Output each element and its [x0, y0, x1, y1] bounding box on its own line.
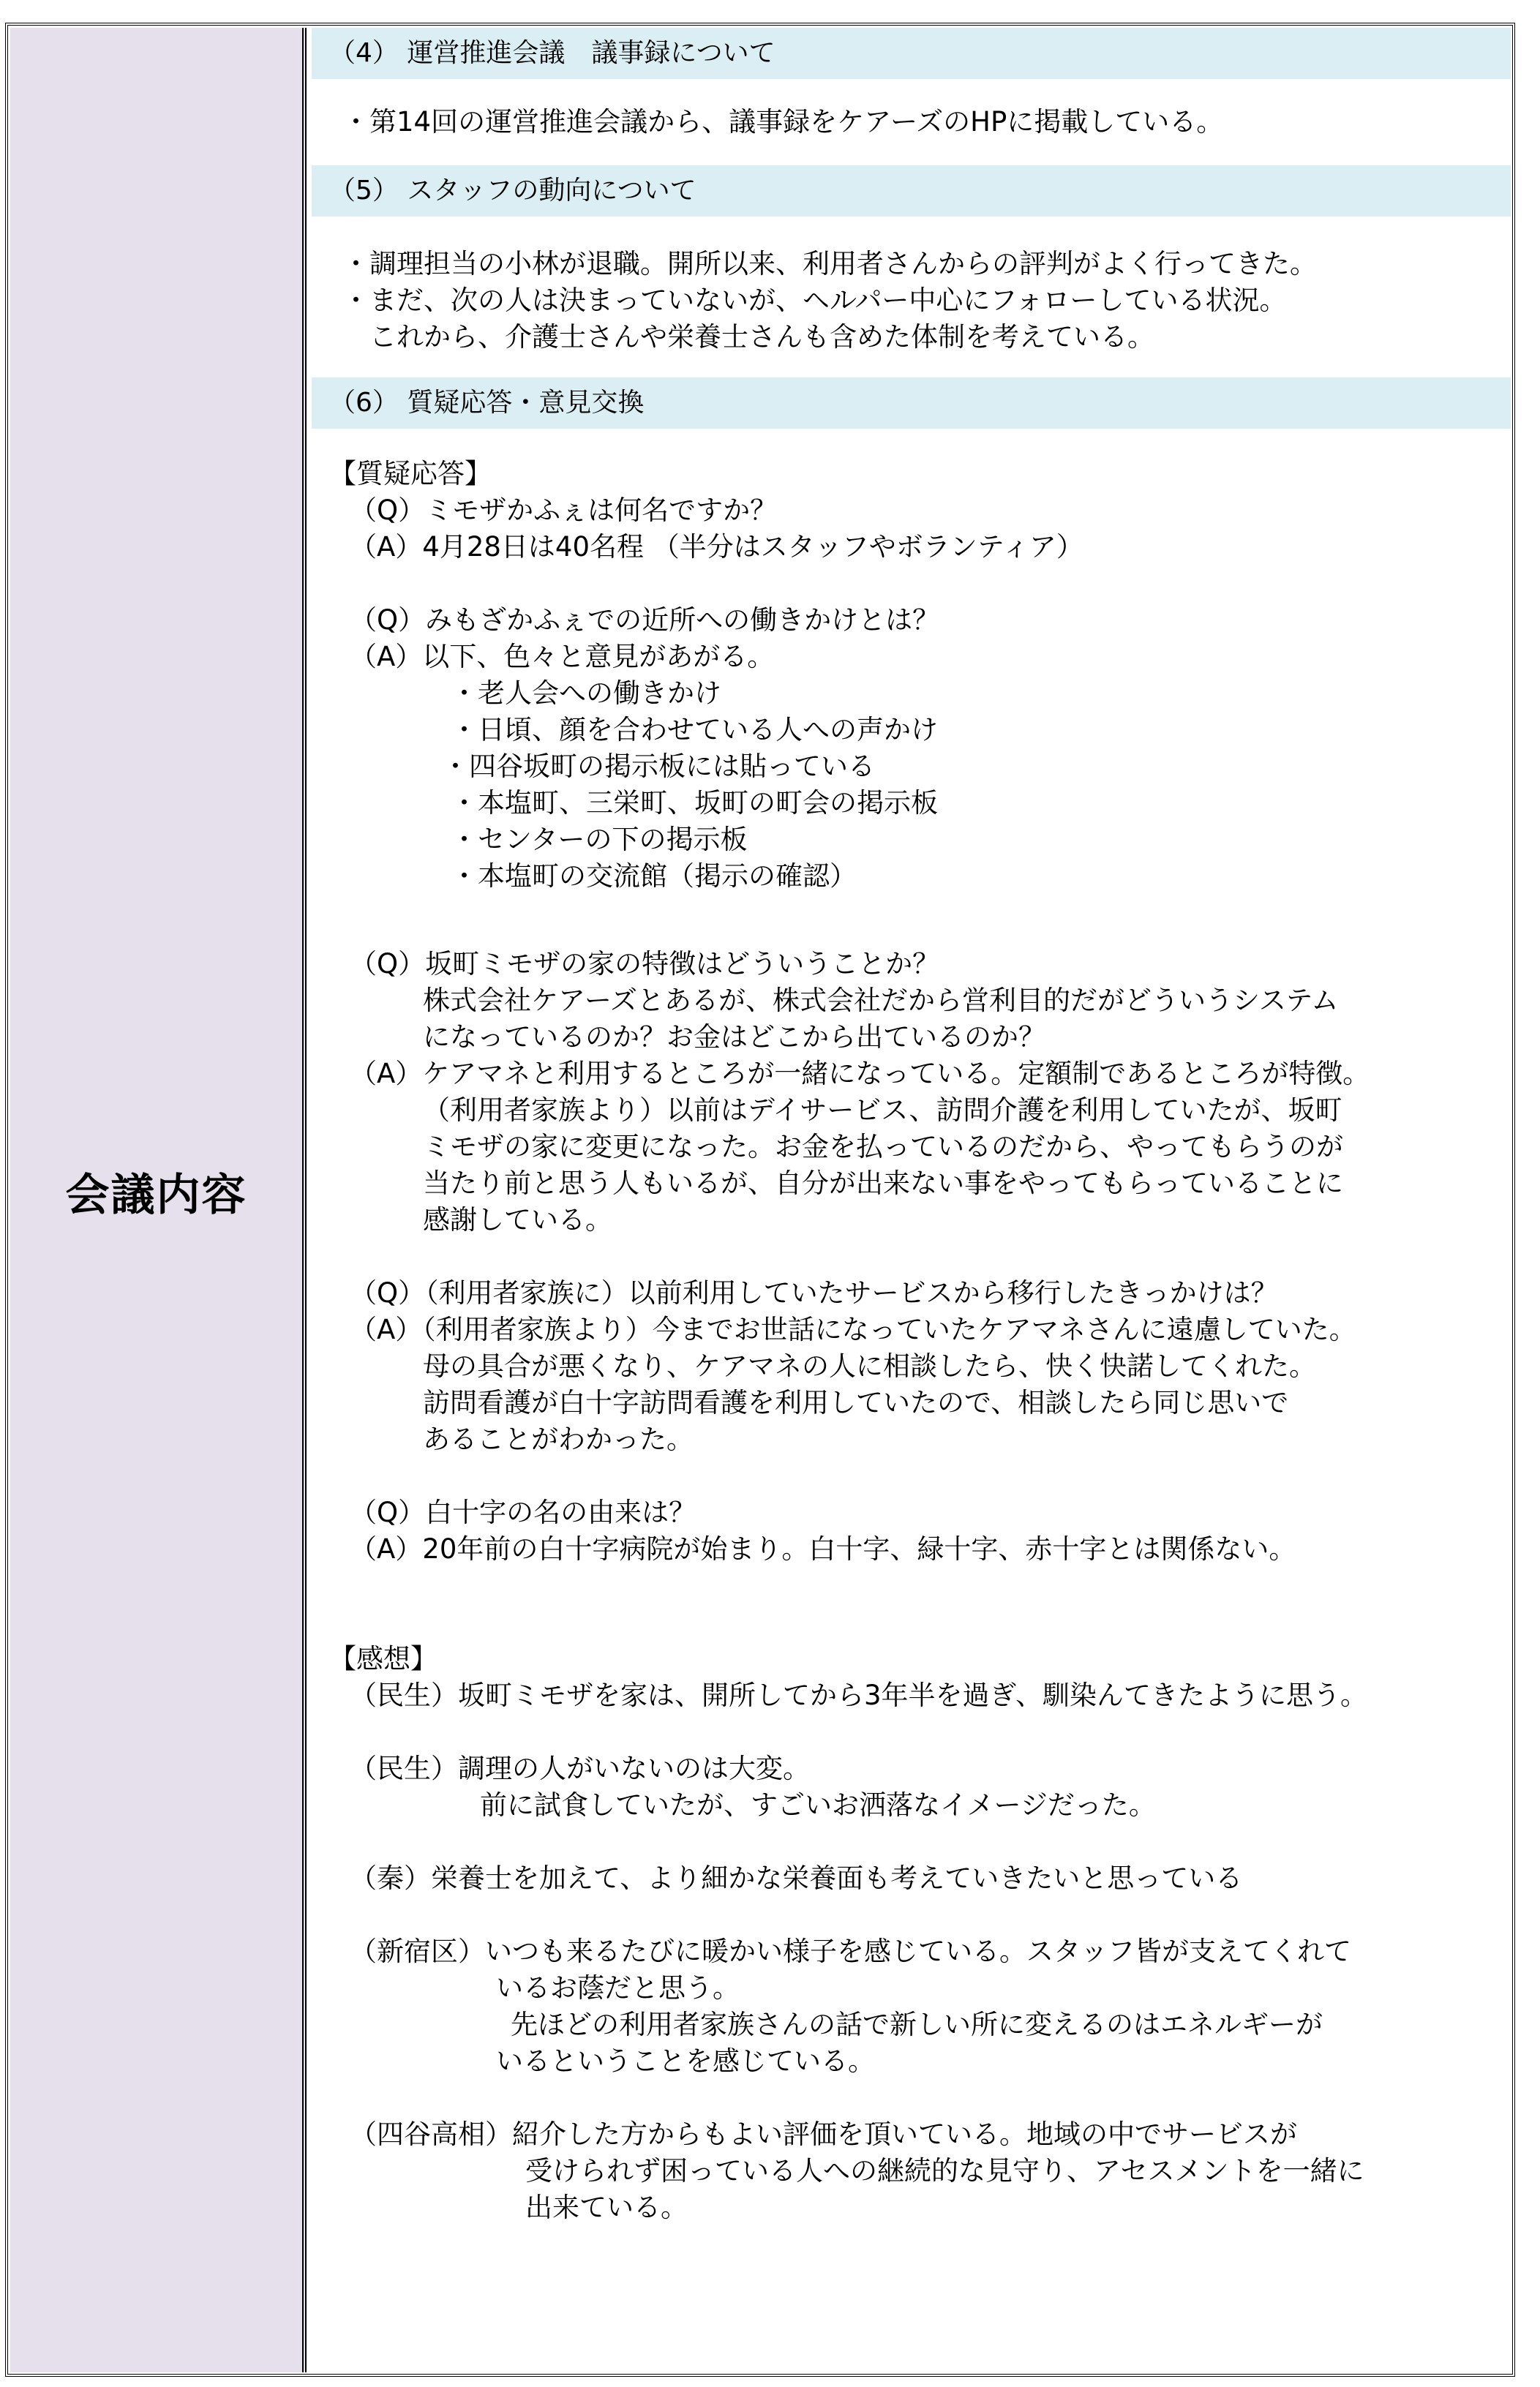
impression-line: （秦）栄養士を加えて、より細かな栄養面も考えていきたいと思っている: [350, 1862, 1243, 1894]
impression-line: 前に試食していたが、すごいお洒落なイメージだった。: [480, 1789, 1156, 1821]
qa-line: 株式会社ケアーズとあるが、株式会社だから営利目的だがどういうシステム: [423, 985, 1339, 1016]
sec5-line: これから、介護士さんや栄養士さんも含めた体制を考えている。: [342, 321, 1154, 353]
qa-line: 母の具合が悪くなり、ケアマネの人に相談したら、快く快諾してくれた。: [423, 1350, 1316, 1382]
qa-line: （A）以下、色々と意見があがる。: [350, 641, 775, 672]
qa-line: になっているのか？お金はどこから出ているのか？: [423, 1021, 1045, 1053]
impression-line: （新宿区）いつも来るたびに暖かい様子を感じている。スタッフ皆が支えてくれて: [350, 1936, 1351, 1967]
qa-line: （Q）（利用者家族に）以前利用していたサービスから移行したきっかけは？: [350, 1277, 1278, 1309]
qa-line: ミモザの家に変更になった。お金を払っているのだから、やってもらうのが: [423, 1131, 1343, 1162]
qa-line: （Q）ミモザかふぇは何名ですか？: [350, 495, 778, 526]
impression-line: 受けられず困っている人への継続的な見守り、アセスメントを一緒に: [525, 2155, 1364, 2187]
impression-line: （民生）調理の人がいないのは大変。: [350, 1753, 810, 1784]
qa-line: 訪問看護が白十字訪問看護を利用していたので、相談したら同じ思いで: [423, 1387, 1289, 1418]
impression-line: いるということを感じている。: [496, 2045, 875, 2077]
qa-list-item: ・センターの下の掲示板: [451, 824, 748, 855]
left-label-cell: [10, 28, 307, 2372]
qa-list-item: ・老人会への働きかけ: [451, 677, 721, 709]
impression-line: （民生）坂町ミモザを家は、開所してから3年半を過ぎ、馴染んてきたように思う。: [350, 1680, 1368, 1711]
qa-line: 当たり前と思う人もいるが、自分が出来ない事をやってもらっていることに: [423, 1168, 1343, 1199]
impression-line: 先ほどの利用者家族さんの話で新しい所に変えるのはエネルギーが: [511, 2009, 1323, 2040]
qa-line: （A）20年前の白十字病院が始まり。白十字、緑十字、赤十字とは関係ない。: [350, 1533, 1296, 1565]
impressions-heading: 【感想】: [329, 1643, 437, 1674]
sec4-line: ・第14回の運営推進会議から、議事録をケアーズのHPに掲載している。: [342, 106, 1224, 138]
qa-line: （Q）白十字の名の由来は？: [350, 1497, 696, 1528]
qa-list-item: ・本塩町、三栄町、坂町の町会の掲示板: [451, 787, 938, 819]
qa-line: あることがわかった。: [423, 1424, 694, 1455]
impression-line: いるお蔭だと思う。: [496, 1972, 740, 2004]
qa-list-item: ・四谷坂町の掲示板には貼っている: [442, 751, 875, 782]
qa-line: （Q）みもざかふぇでの近所への働きかけとは？: [350, 604, 940, 636]
qa-list-item: ・本塩町の交流館（掲示の確認）: [451, 860, 857, 892]
row-label: 会議内容: [65, 1170, 247, 1221]
qa-heading: 【質疑応答】: [329, 458, 492, 489]
impression-line: （四谷高相）紹介した方からもよい評価を頂いている。地域の中でサービスが: [350, 2119, 1297, 2150]
section-header-4: （4） 運営推進会議 議事録について: [312, 28, 1511, 79]
qa-line: （A）（利用者家族より）今までお世話になっていたケアマネさんに遠慮していた。: [350, 1314, 1356, 1345]
qa-line: （利用者家族より）以前はデイサービス、訪問介護を利用していたが、坂町: [423, 1094, 1342, 1126]
qa-line: （A）4月28日は40名程 （半分はスタッフやボランティア）: [350, 531, 1083, 563]
section-header-5: （5） スタッフの動向について: [312, 165, 1511, 217]
section-header-6: （6） 質疑応答・意見交換: [312, 377, 1511, 429]
content-cell: [312, 28, 1511, 2372]
sec5-line: ・まだ、次の人は決まっていないが、ヘルパー中心にフォローしている状況。: [342, 285, 1287, 316]
qa-line: （Q）坂町ミモザの家の特徴はどういうことか？: [350, 948, 940, 980]
qa-line: （A）ケアマネと利用するところが一緒になっている。定額制であるところが特徴。: [350, 1058, 1370, 1089]
qa-line: 感謝している。: [423, 1204, 612, 1236]
sec5-line: ・調理担当の小林が退職。開所以来、利用者さんからの評判がよく行ってきた。: [342, 248, 1317, 279]
qa-list-item: ・日頃、顔を合わせている人への声かけ: [451, 714, 938, 745]
impression-line: 出来ている。: [525, 2192, 688, 2223]
